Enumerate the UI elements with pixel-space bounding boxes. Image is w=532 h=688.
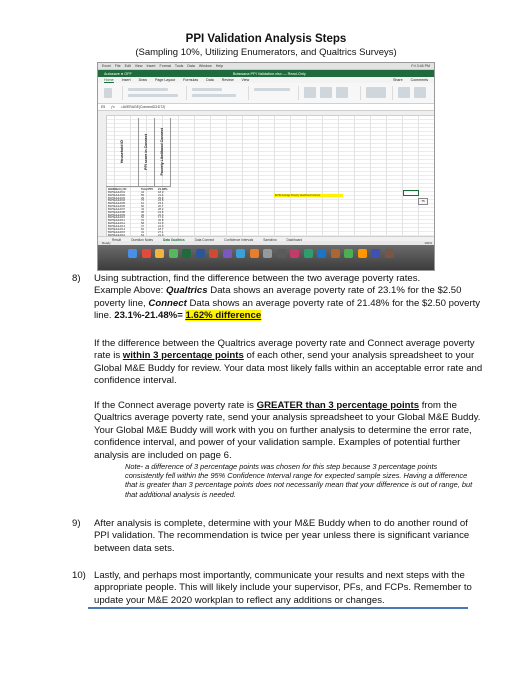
poverty-likelihood-column: 21.48% 18.0 21.4 25.9 24.5 23.1 20.7 28.2 19.6 22.3 17.4 26.8 15.9 24.0 18.7 27.1 21.9 — [158, 187, 168, 237]
highlighted-average-note: $2.50 Average Poverty Likelihood Connect — [274, 194, 343, 197]
dock-app-icon — [304, 249, 313, 258]
menu-item: Tools — [174, 64, 184, 68]
sort-filter-icon — [398, 87, 410, 98]
dock-app-icon — [371, 249, 380, 258]
dock-app-icon — [155, 249, 164, 258]
conditional-format-icon — [304, 87, 316, 98]
ribbon-tab: Draw — [138, 78, 147, 82]
font-style-icon — [128, 94, 178, 97]
ribbon-toolbar — [98, 83, 434, 104]
menu-item: Excel — [102, 64, 111, 68]
menu-item: Insert — [146, 64, 156, 68]
summary-label: HHID/Entry ID — [108, 187, 127, 191]
dock-app-icon — [182, 249, 191, 258]
sheet-tab: Data Connect — [194, 237, 215, 242]
page-subtitle: (Sampling 10%, Utilizing Enumerators, and Qualtrics Surveys) — [135, 47, 397, 58]
step-number: 10) — [72, 570, 86, 581]
ribbon-tab: Review — [221, 78, 234, 82]
ribbon-tab: Insert — [121, 78, 131, 82]
bottom-rule — [88, 607, 468, 609]
dock-app-icon — [263, 249, 272, 258]
zoom-level: 100% — [424, 241, 432, 245]
step-8-text: Using subtraction, find the difference between the two average poverty rates. Example Above: Qualtrics Data shows an average poverty rate of 23.1% for the $2.50 poverty line, Connect Data shows an average poverty rate of 21.48% for the $2.50 poverty line. 23.1%-21.48%= 1.62% difference — [94, 273, 481, 322]
note-paragraph: Note- a difference of 3 percentage points was chosen for this step because 3 percentage points consistently fell within the 95% Confidence Interval range for expected sample sizes. Having a difference that is greater than 3 percentage points does not necessarily mean that your difference is out of range, but that additional analysis is needed. — [125, 462, 473, 499]
cell-reference: E5 — [101, 105, 106, 109]
menu-item: View — [134, 64, 143, 68]
ribbon-tab: Data — [206, 78, 214, 82]
step-10-text: Lastly, and perhaps most importantly, communicate your results and next steps with the appropriate people. This will likely include your supervisor, PFs, and FCPs. Remember to update your M&E 2020 workplan to reflect any additions or changes. — [94, 570, 472, 606]
insert-delete-icon — [366, 87, 386, 98]
cell-styles-icon — [336, 87, 348, 98]
within-3-points: within 3 percentage points — [122, 350, 244, 362]
mac-dock — [98, 245, 434, 270]
fx-icon: ƒx — [111, 105, 115, 109]
summary-label: Total PPI — [141, 187, 153, 191]
ribbon-tab: View — [241, 78, 250, 82]
ppi-score-column: Total PPI 44 55 29 70 61 66 43 38 49 52 31 58 47 62 41 54 — [141, 187, 153, 237]
find-select-icon — [414, 87, 426, 98]
greater-3-points: GREATER than 3 percentage points — [256, 400, 420, 411]
file-name: Botswana PPI Validation.xlsx — Read-Only — [232, 71, 306, 76]
step-9 — [72, 518, 482, 555]
ribbon-tab: Home — [104, 77, 114, 82]
page-title: PPI Validation Analysis Steps — [185, 33, 347, 45]
status-text: Ready — [102, 241, 111, 245]
sheet-tab: Question Notes — [131, 237, 154, 242]
difference-result: 1.62% difference — [185, 310, 262, 322]
dock-app-icon — [169, 249, 178, 258]
paste-options-icon: 75 — [418, 198, 428, 205]
dock-app-icon — [142, 249, 151, 258]
column-header-strip — [98, 111, 434, 116]
menu-item: Format — [159, 64, 171, 68]
sheet-tab: Sampling — [263, 237, 277, 242]
share-button: Share — [393, 78, 403, 82]
connect-emphasis: Connect — [148, 297, 187, 309]
sheet-tab: Data Qualtrics — [163, 237, 185, 242]
dock-app-icon — [128, 249, 137, 258]
dock-app-icon — [209, 249, 218, 258]
step-10 — [72, 570, 482, 607]
greater-threshold-paragraph: If the Connect average poverty rate is GREATER than 3 percentage points from the Qualtrics average poverty rate, send your analysis spreadsheet to your Global M&E Buddy. Your Global M&E Buddy will work with you on further analysis to determine the error rate, confidence interval, and power of your validation sample. Examples of potential further analysis are included on page 6. — [94, 400, 481, 461]
qualtrics-emphasis: Qualtrics — [166, 285, 208, 297]
selected-cell — [403, 190, 419, 196]
household-id-column: HHID/Entry ID BWSHHH001 BWSHHH002 BWSHHH003 BWSHHH004 BWSHHH005 BWSHHH006 BWSHHH007 BWSHHH008 BWSHHH009 BWSHHH010 BWSHHH011 BWSHHH012 BWSHHH013 BWSHHH014 BWSHHH015 BWSHHH016 — [108, 187, 127, 237]
menu-item: Window — [198, 64, 212, 68]
sheet-tab: Confidence Intervals — [224, 237, 254, 242]
formula-bar — [98, 104, 434, 111]
menu-item: File — [114, 64, 121, 68]
average-value: 21.48% — [158, 187, 168, 191]
paste-icon — [104, 88, 112, 98]
menu-item: Edit — [124, 64, 131, 68]
dock-app-icon — [236, 249, 245, 258]
dock-app-icon — [196, 249, 205, 258]
step-number: 8) — [72, 273, 81, 284]
format-table-icon — [320, 87, 332, 98]
dock-app-icon — [277, 249, 286, 258]
step-number: 9) — [72, 518, 81, 529]
align-icon — [192, 88, 222, 91]
household-id-header: Household ID — [106, 118, 139, 187]
formula-text: =AVERAGE(ConnectD3:D72) — [120, 105, 166, 109]
wrap-icon — [192, 94, 236, 97]
dock-app-icon — [331, 249, 340, 258]
sheet-tab: Result — [112, 237, 122, 242]
number-format-icon — [254, 88, 290, 91]
within-threshold-paragraph: If the difference between the Qualtrics average poverty rate and Connect average poverty rate is within 3 percentage points of each other, send your analysis spreadsheet to your Global M&E Buddy for review. Your data most likely falls within an acceptable error rate and confidence interval. — [94, 338, 483, 387]
dock-app-icon — [385, 249, 394, 258]
menu-item: Data — [187, 64, 195, 68]
dock-app-icon — [250, 249, 259, 258]
menu-item: Help — [215, 64, 224, 68]
clock: Fri 3:46 PM — [411, 64, 430, 68]
sheet-tab: Dashboard — [286, 237, 303, 242]
ppi-score-header: PPI score in Connect — [138, 118, 155, 187]
poverty-likelihood-header: Poverty Likelihood Connect — [154, 118, 171, 187]
dock-app-icon — [223, 249, 232, 258]
ribbon-tab: Page Layout — [154, 78, 176, 82]
dock-app-icon — [358, 249, 367, 258]
autosave-label: Autosave ● OFF — [104, 71, 132, 76]
dock-app-icon — [344, 249, 353, 258]
step-9-text: After analysis is complete, determine with your M&E Buddy when to do another round of PPI validation. The recommendation is twice per year unless there is significant variance between data sets. — [94, 518, 470, 554]
calculation: 23.1%-21.48%= — [114, 310, 186, 322]
excel-title-bar — [98, 70, 434, 77]
excel-screenshot — [97, 62, 435, 271]
font-select-icon — [128, 88, 168, 91]
ribbon-tab: Formulas — [183, 78, 199, 82]
step-8 — [72, 273, 482, 323]
dock-app-icon — [290, 249, 299, 258]
comments-button: Comments — [410, 78, 428, 82]
mac-menu-bar — [98, 63, 434, 70]
dock-app-icon — [317, 249, 326, 258]
